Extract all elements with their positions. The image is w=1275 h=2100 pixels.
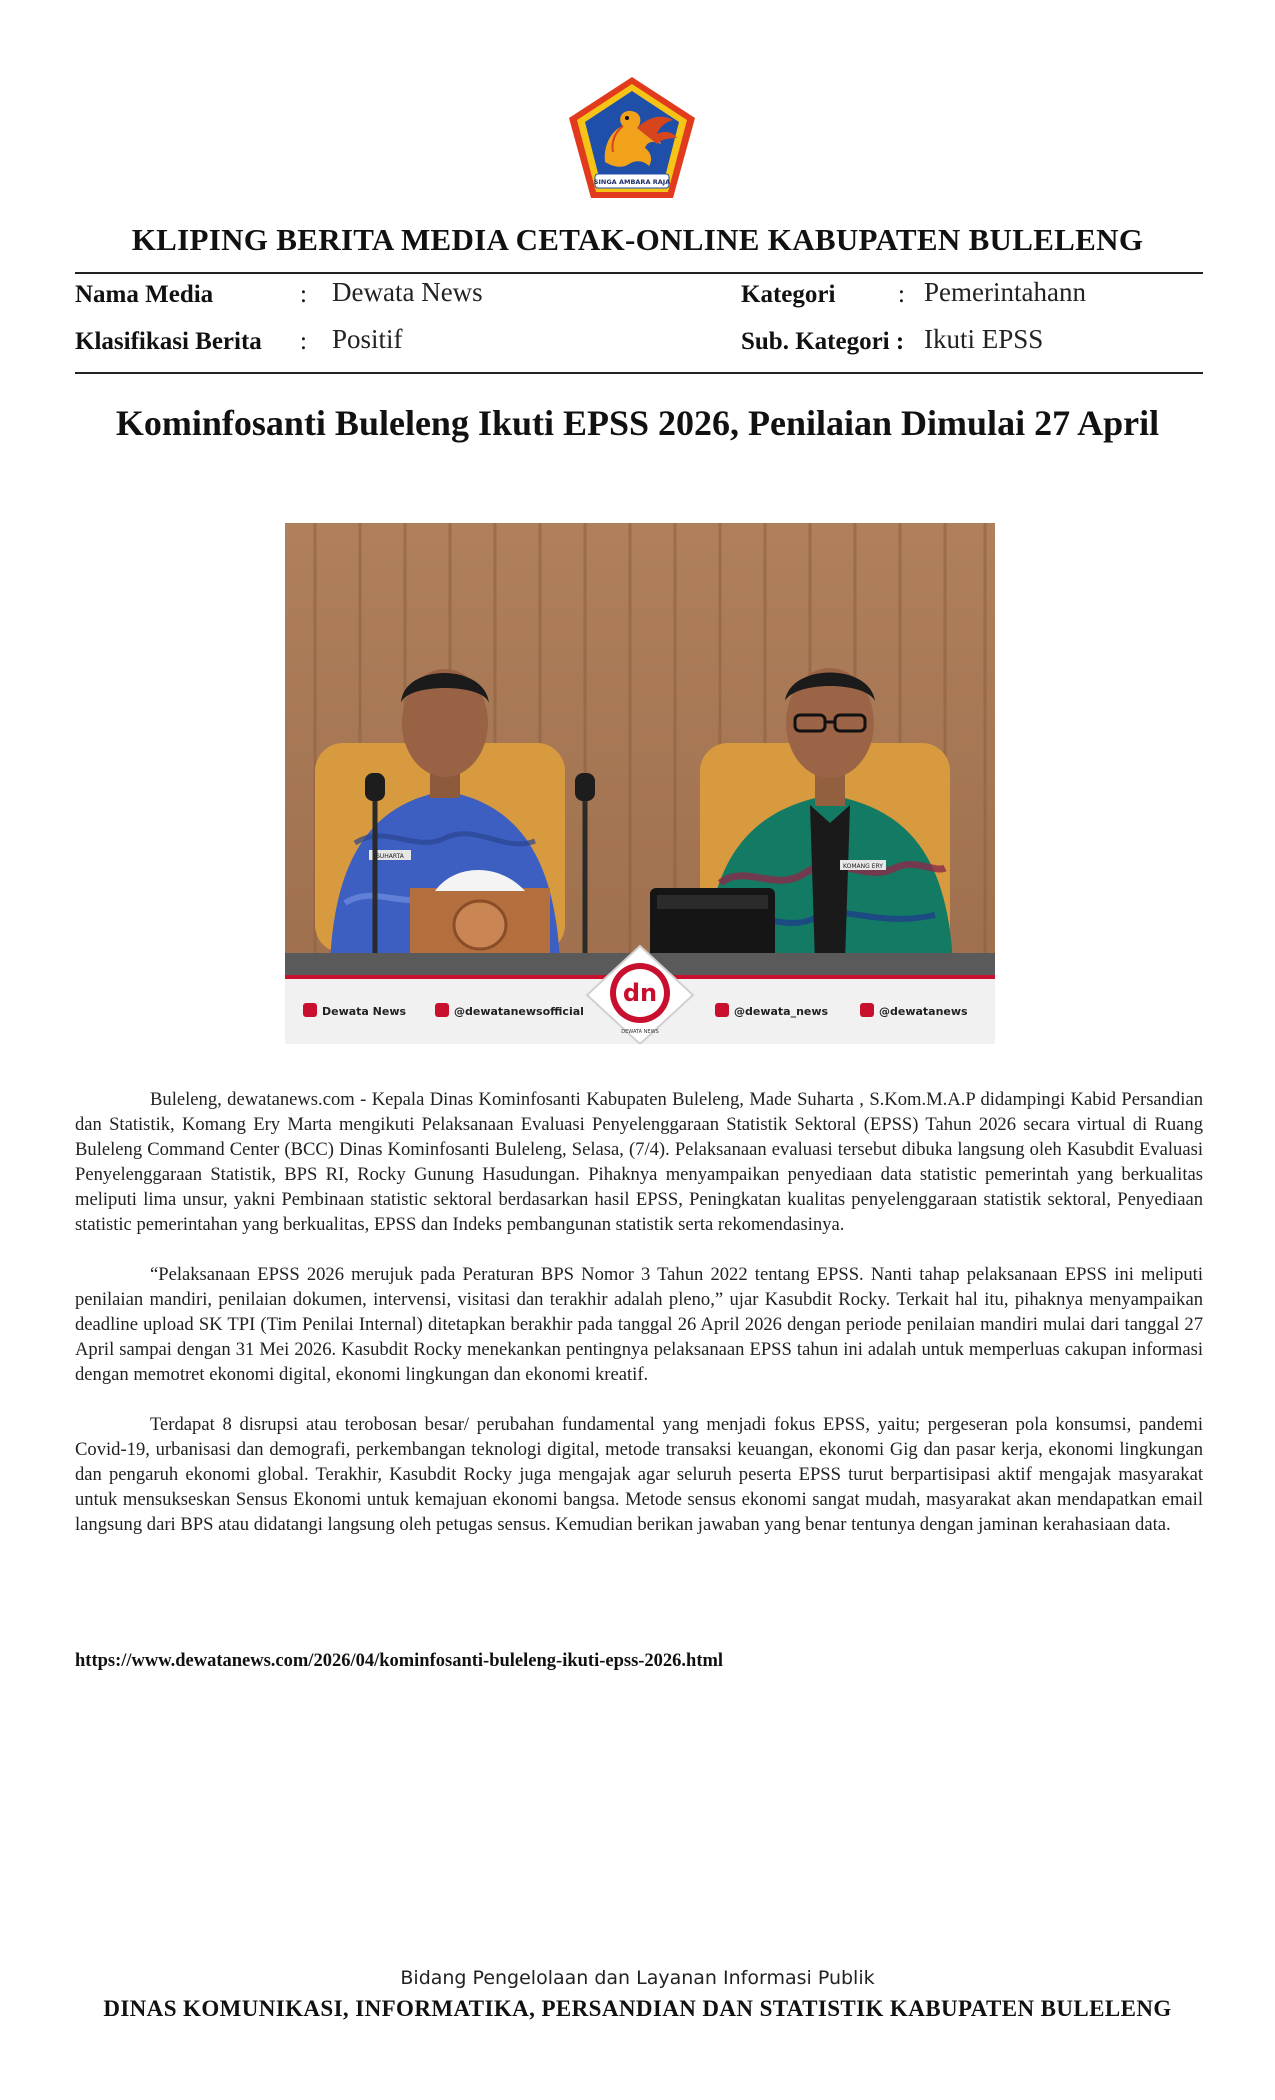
kategori-value: Pemerintahann	[924, 277, 1086, 307]
kategori-colon: :	[898, 281, 905, 308]
logo-motto: SINGA AMBARA RAJA	[593, 178, 671, 186]
article-paragraph: Terdapat 8 disrupsi atau terobosan besar/ perubahan fundamental yang menjadi fokus EPSS, yaitu; pergeseran pola konsumsi, pandemi Covid-19, urbanisasi dan demografi, perkembangan teknologi digital, metode transaksi keuangan, ekonomi Gig dan pasar kerja, ekonomi lingkungan dan pengaruh ekonomi global. Terakhir, Kasubdit Rocky juga mengajak agar seluruh peserta EPSS turut berpartisipasi aktif mengajak masyarakat untuk mensukseskan Sensus Ekonomi untuk kemajuan ekonomi bangsa. Metode sensus ekonomi sangat mudah, masyarakat akan mendapatkan email langsung dari BPS atau didatangi langsung oleh petugas sensus. Kemudian berikan jawaban yang benar tentunya dengan jaminan kerahasiaan data.	[75, 1414, 1203, 1535]
article-source-url[interactable]: https://www.dewatanews.com/2026/04/kominfosanti-buleleng-ikuti-epss-2026.html	[75, 1651, 724, 1671]
meta-divider	[75, 372, 1203, 374]
article-paragraph: “Pelaksanaan EPSS 2026 merujuk pada Peraturan BPS Nomor 3 Tahun 2022 tentang EPSS. Nanti tahap pelaksanaan EPSS ini meliputi penilaian mandiri, penilaian dokumen, intervensi, visitasi dan terakhir adalah pleno,” ujar Kasubdit Rocky. Terkait hal itu, pihaknya menyampaikan deadline upload SK TPI (Tim Penilai Internal) ditetapkan berakhir pada tanggal 26 April 2026 dengan periode penilaian mandiri mulai dari tanggal 27 April sampai dengan 31 Mei 2026. Kasubdit Rocky menekankan pentingnya pelaksanaan EPSS tahun ini adalah untuk memperluas cakupan informasi dengan memotret ekonomi digital, ekonomi lingkungan dan ekonomi kreatif.	[75, 1264, 1203, 1385]
brand-caption: DEWATA NEWS	[621, 1029, 659, 1035]
klasifikasi-label: Klasifikasi Berita	[75, 328, 262, 355]
article-paragraph: Buleleng, dewatanews.com - Kepala Dinas Kominfosanti Kabupaten Buleleng, Made Suharta , S.Kom.M.A.P didampingi Kabid Persandian dan Statistik, Komang Ery Marta mengikuti Pelaksanaan Evaluasi Penyelenggaraan Statistik Sektoral (EPSS) Tahun 2026 secara virtual di Ruang Buleleng Command Center (BCC) Dinas Kominfosanti Buleleng, Selasa, (7/4). Pelaksanaan evaluasi tersebut dibuka langsung oleh Kasubdit Evaluasi Penyelenggaraan Statistik, BPS RI, Rocky Gunung Hasudungan. Pihaknya menyampaikan penyediaan data statistic pemerintah yang berkualitas meliputi lima unsur, yakni Pembinaan statistic sektoral berdasarkan hasil EPSS, Peningkatan kualitas penyelenggaraan statistik sektoral, Penyediaan statistic pemerintahan yang berkualitas, EPSS dan Indeks pembangunan statistik serta rekomendasinya.	[75, 1089, 1203, 1235]
article-body	[75, 1087, 1203, 1562]
nama-media-colon: :	[300, 281, 307, 308]
sub-kategori-label: Sub. Kategori :	[741, 328, 905, 355]
klasifikasi-value: Positif	[332, 324, 403, 354]
kategori-label: Kategori	[741, 281, 836, 308]
nama-media-label: Nama Media	[75, 281, 214, 308]
footer-agency: DINAS KOMUNIKASI, INFORMATIKA, PERSANDIAN DAN STATISTIK KABUPATEN BULELENG	[103, 1996, 1172, 2021]
header-divider	[75, 272, 1203, 274]
social-facebook: Dewata News	[322, 1005, 407, 1018]
social-instagram: @dewatanewsofficial	[454, 1005, 584, 1018]
news-photo	[285, 523, 995, 1044]
badge-right: KOMANG ERY	[843, 863, 883, 870]
brand-mark: dn	[622, 979, 658, 1007]
social-tiktok: @dewatanews	[879, 1005, 968, 1018]
page-title: KLIPING BERITA MEDIA CETAK-ONLINE KABUPATEN BULELENG	[131, 222, 1144, 257]
article-headline: Kominfosanti Buleleng Ikuti EPSS 2026, Penilaian Dimulai 27 April	[115, 403, 1160, 443]
sub-kategori-value: Ikuti EPSS	[924, 324, 1044, 354]
badge-left: SUHARTA	[376, 853, 404, 860]
social-twitter: @dewata_news	[734, 1005, 829, 1018]
nama-media-value: Dewata News	[332, 277, 483, 307]
klasifikasi-colon: :	[300, 328, 307, 355]
footer-department: Bidang Pengelolaan dan Layanan Informasi Publik	[400, 1967, 875, 1989]
buleleng-emblem-logo	[565, 74, 699, 202]
